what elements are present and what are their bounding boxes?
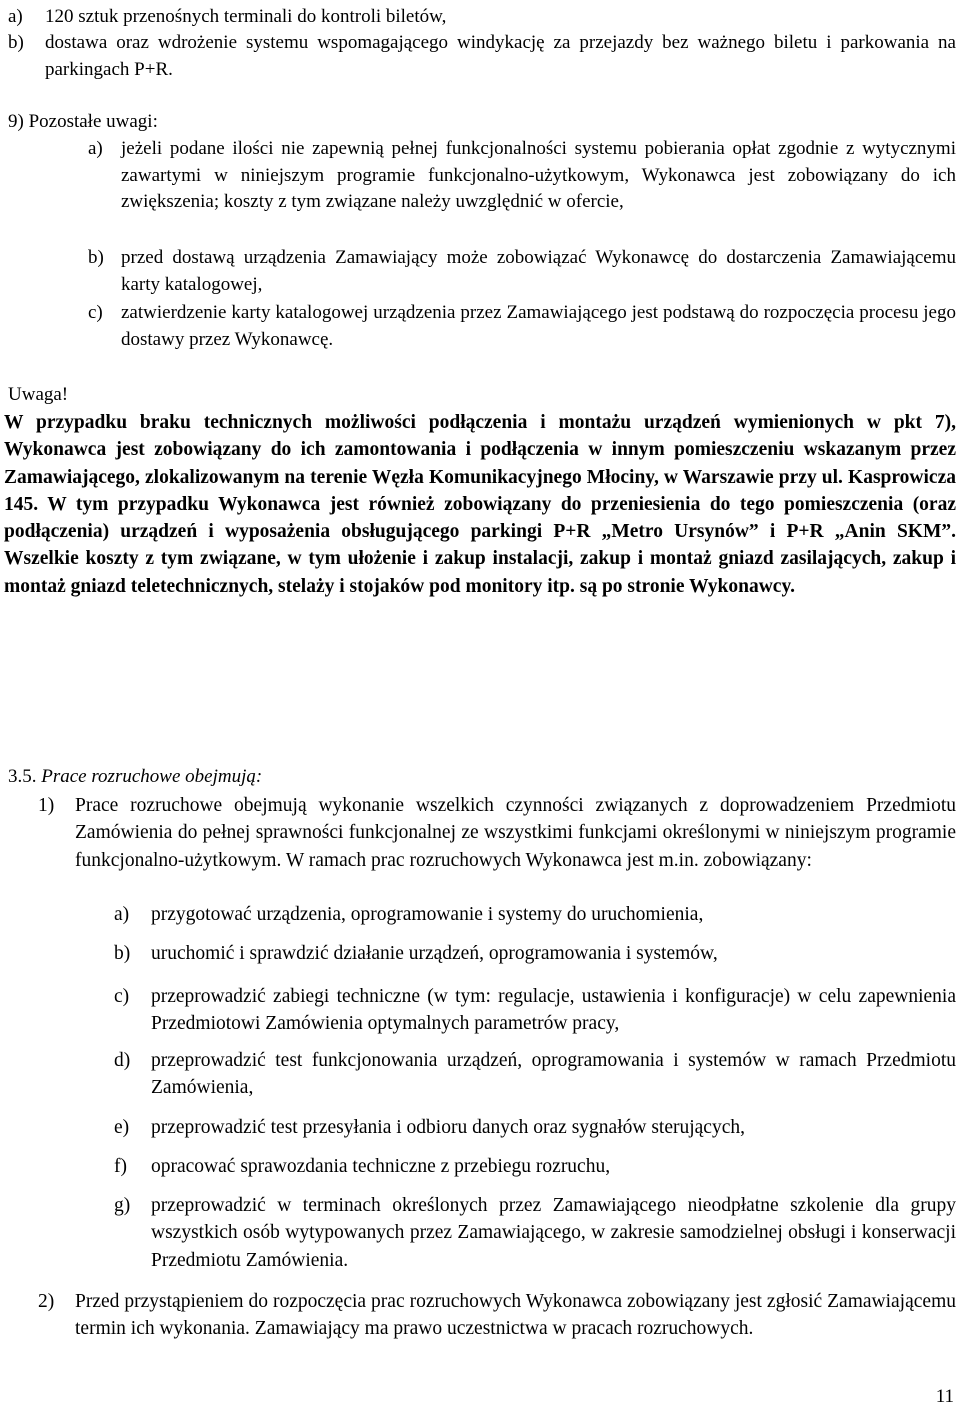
list-item-text: przeprowadzić zabiegi techniczne (w tym: regulacje, ustawienia i konfiguracje) w celu zapewnienia Przedmiotowi Zamówienia optymalnych parametrów pracy, bbox=[151, 986, 956, 1035]
sub-list-item bbox=[114, 1153, 956, 1180]
list-item-text: przygotować urządzenia, oprogramowanie i systemy do uruchomienia, bbox=[151, 904, 704, 925]
section-heading bbox=[8, 764, 262, 791]
section-heading: 9) Pozostałe uwagi: bbox=[8, 111, 158, 132]
list-item-text: dostawa oraz wdrożenie systemu wspomagającego windykację za przejazdy bez ważnego biletu i parkowania na parkingach P+R. bbox=[45, 32, 956, 80]
list-item bbox=[88, 300, 956, 353]
list-item-label: f) bbox=[114, 1156, 127, 1177]
list-item bbox=[8, 4, 956, 31]
list-item-label: d) bbox=[114, 1050, 131, 1071]
list-item-label: 1) bbox=[38, 795, 55, 816]
list-item-text: Prace rozruchowe obejmują wykonanie wszelkich czynności związanych z doprowadzeniem Przedmiotu Zamówienia do pełnej sprawności funkcjonalnej ze wszystkimi funkcjami określonymi w niniejszym programie funkcjonalno-użytkowym. W ramach prac rozruchowych Wykonawca jest m.in. zobowiązany: bbox=[75, 795, 956, 871]
list-item-label: b) bbox=[114, 943, 131, 964]
list-item-label: c) bbox=[114, 986, 130, 1007]
list-item-label: a) bbox=[8, 6, 23, 27]
list-item-text: przed dostawą urządzenia Zamawiający może zobowiązać Wykonawcę do dostarczenia Zamawiającemu karty katalogowej, bbox=[121, 247, 956, 295]
warning-text: W przypadku braku technicznych możliwości podłączenia i montażu urządzeń wymienionych w pkt 7), Wykonawca jest zobowiązany do ich zamontowania i podłączenia w innym pomieszczeniu wskazanym przez Zamawiającego, zlokalizowanym na terenie Węzła Komunikacyjnego Młociny, w Warszawie przy ul. Kasprowicza 145. W tym przypadku Wykonawca jest również zobowiązany do przeniesienia do tego pomieszczenia (oraz podłączenia) urządzeń i wyposażenia obsługującego parkingi P+R „Metro Ursynów” i P+R „Anin SKM”. Wszelkie koszty z tym związane, w tym ułożenie i zakup instalacji, zakup i montaż gniazd zasilających, zakup i montaż gniazd teletechnicznych, stelaży i stojaków pod monitory itp. są po stronie Wykonawcy. bbox=[4, 412, 956, 597]
list-item bbox=[38, 1288, 956, 1343]
list-item-text: Przed przystąpieniem do rozpoczęcia prac rozruchowych Wykonawca zobowiązany jest zgłosić Zamawiającemu termin ich wykonania. Zamawiający ma prawo uczestnictwa w pracach rozruchowych. bbox=[75, 1291, 956, 1340]
list-item-label: b) bbox=[88, 247, 104, 268]
list-item-text: przeprowadzić w terminach określonych przez Zamawiającego nieodpłatne szkolenie dla grupy wszystkich osób wytypowanych przez Zamawiającego, w zakresie samodzielnej obsługi i konserwacji Przedmiotu Zamówienia. bbox=[151, 1195, 956, 1271]
list-item-label: g) bbox=[114, 1195, 131, 1216]
section-number: 3.5. bbox=[8, 766, 37, 787]
list-item-text: zatwierdzenie karty katalogowej urządzenia przez Zamawiającego jest podstawą do rozpoczęcia procesu jego dostawy przez Wykonawcę. bbox=[121, 302, 956, 350]
list-item-label: c) bbox=[88, 302, 103, 323]
list-item bbox=[38, 792, 956, 874]
list-item-label: 2) bbox=[38, 1291, 55, 1312]
list-item-text: 120 sztuk przenośnych terminali do kontroli biletów, bbox=[45, 6, 447, 27]
list-item-label: a) bbox=[114, 904, 130, 925]
list-item-label: e) bbox=[114, 1117, 130, 1138]
list-item-text: przeprowadzić test funkcjonowania urządzeń, oprogramowania i systemów w ramach Przedmiotu Zamówienia, bbox=[151, 1050, 956, 1099]
sub-list-item bbox=[114, 940, 956, 967]
section-title: Prace rozruchowe obejmują: bbox=[41, 766, 263, 787]
list-item-text: przeprowadzić test przesyłania i odbioru danych oraz sygnałów sterujących, bbox=[151, 1117, 745, 1138]
sub-list-item bbox=[114, 1114, 956, 1141]
list-item-label: a) bbox=[88, 138, 103, 159]
list-item-label: b) bbox=[8, 32, 24, 53]
sub-list-item bbox=[114, 901, 956, 928]
list-item bbox=[88, 245, 956, 298]
sub-list-item bbox=[114, 1192, 956, 1274]
list-item bbox=[8, 30, 956, 83]
list-item-text: uruchomić i sprawdzić działanie urządzeń, oprogramowania i systemów, bbox=[151, 943, 718, 964]
page-number: 11 bbox=[935, 1386, 954, 1407]
list-item-text: opracować sprawozdania techniczne z przebiegu rozruchu, bbox=[151, 1156, 611, 1177]
warning-heading: Uwaga! bbox=[8, 384, 69, 405]
sub-list-item bbox=[114, 1047, 956, 1102]
sub-list-item bbox=[114, 983, 956, 1038]
list-item-text: jeżeli podane ilości nie zapewnią pełnej funkcjonalności systemu pobierania opłat zgodnie z wytycznymi zawartymi w niniejszym programie funkcjonalno-użytkowym, Wykonawca jest zobowiązany do ich zwiększenia; koszty z tym związane należy uwzględnić w ofercie, bbox=[121, 138, 956, 212]
list-item bbox=[88, 136, 956, 216]
